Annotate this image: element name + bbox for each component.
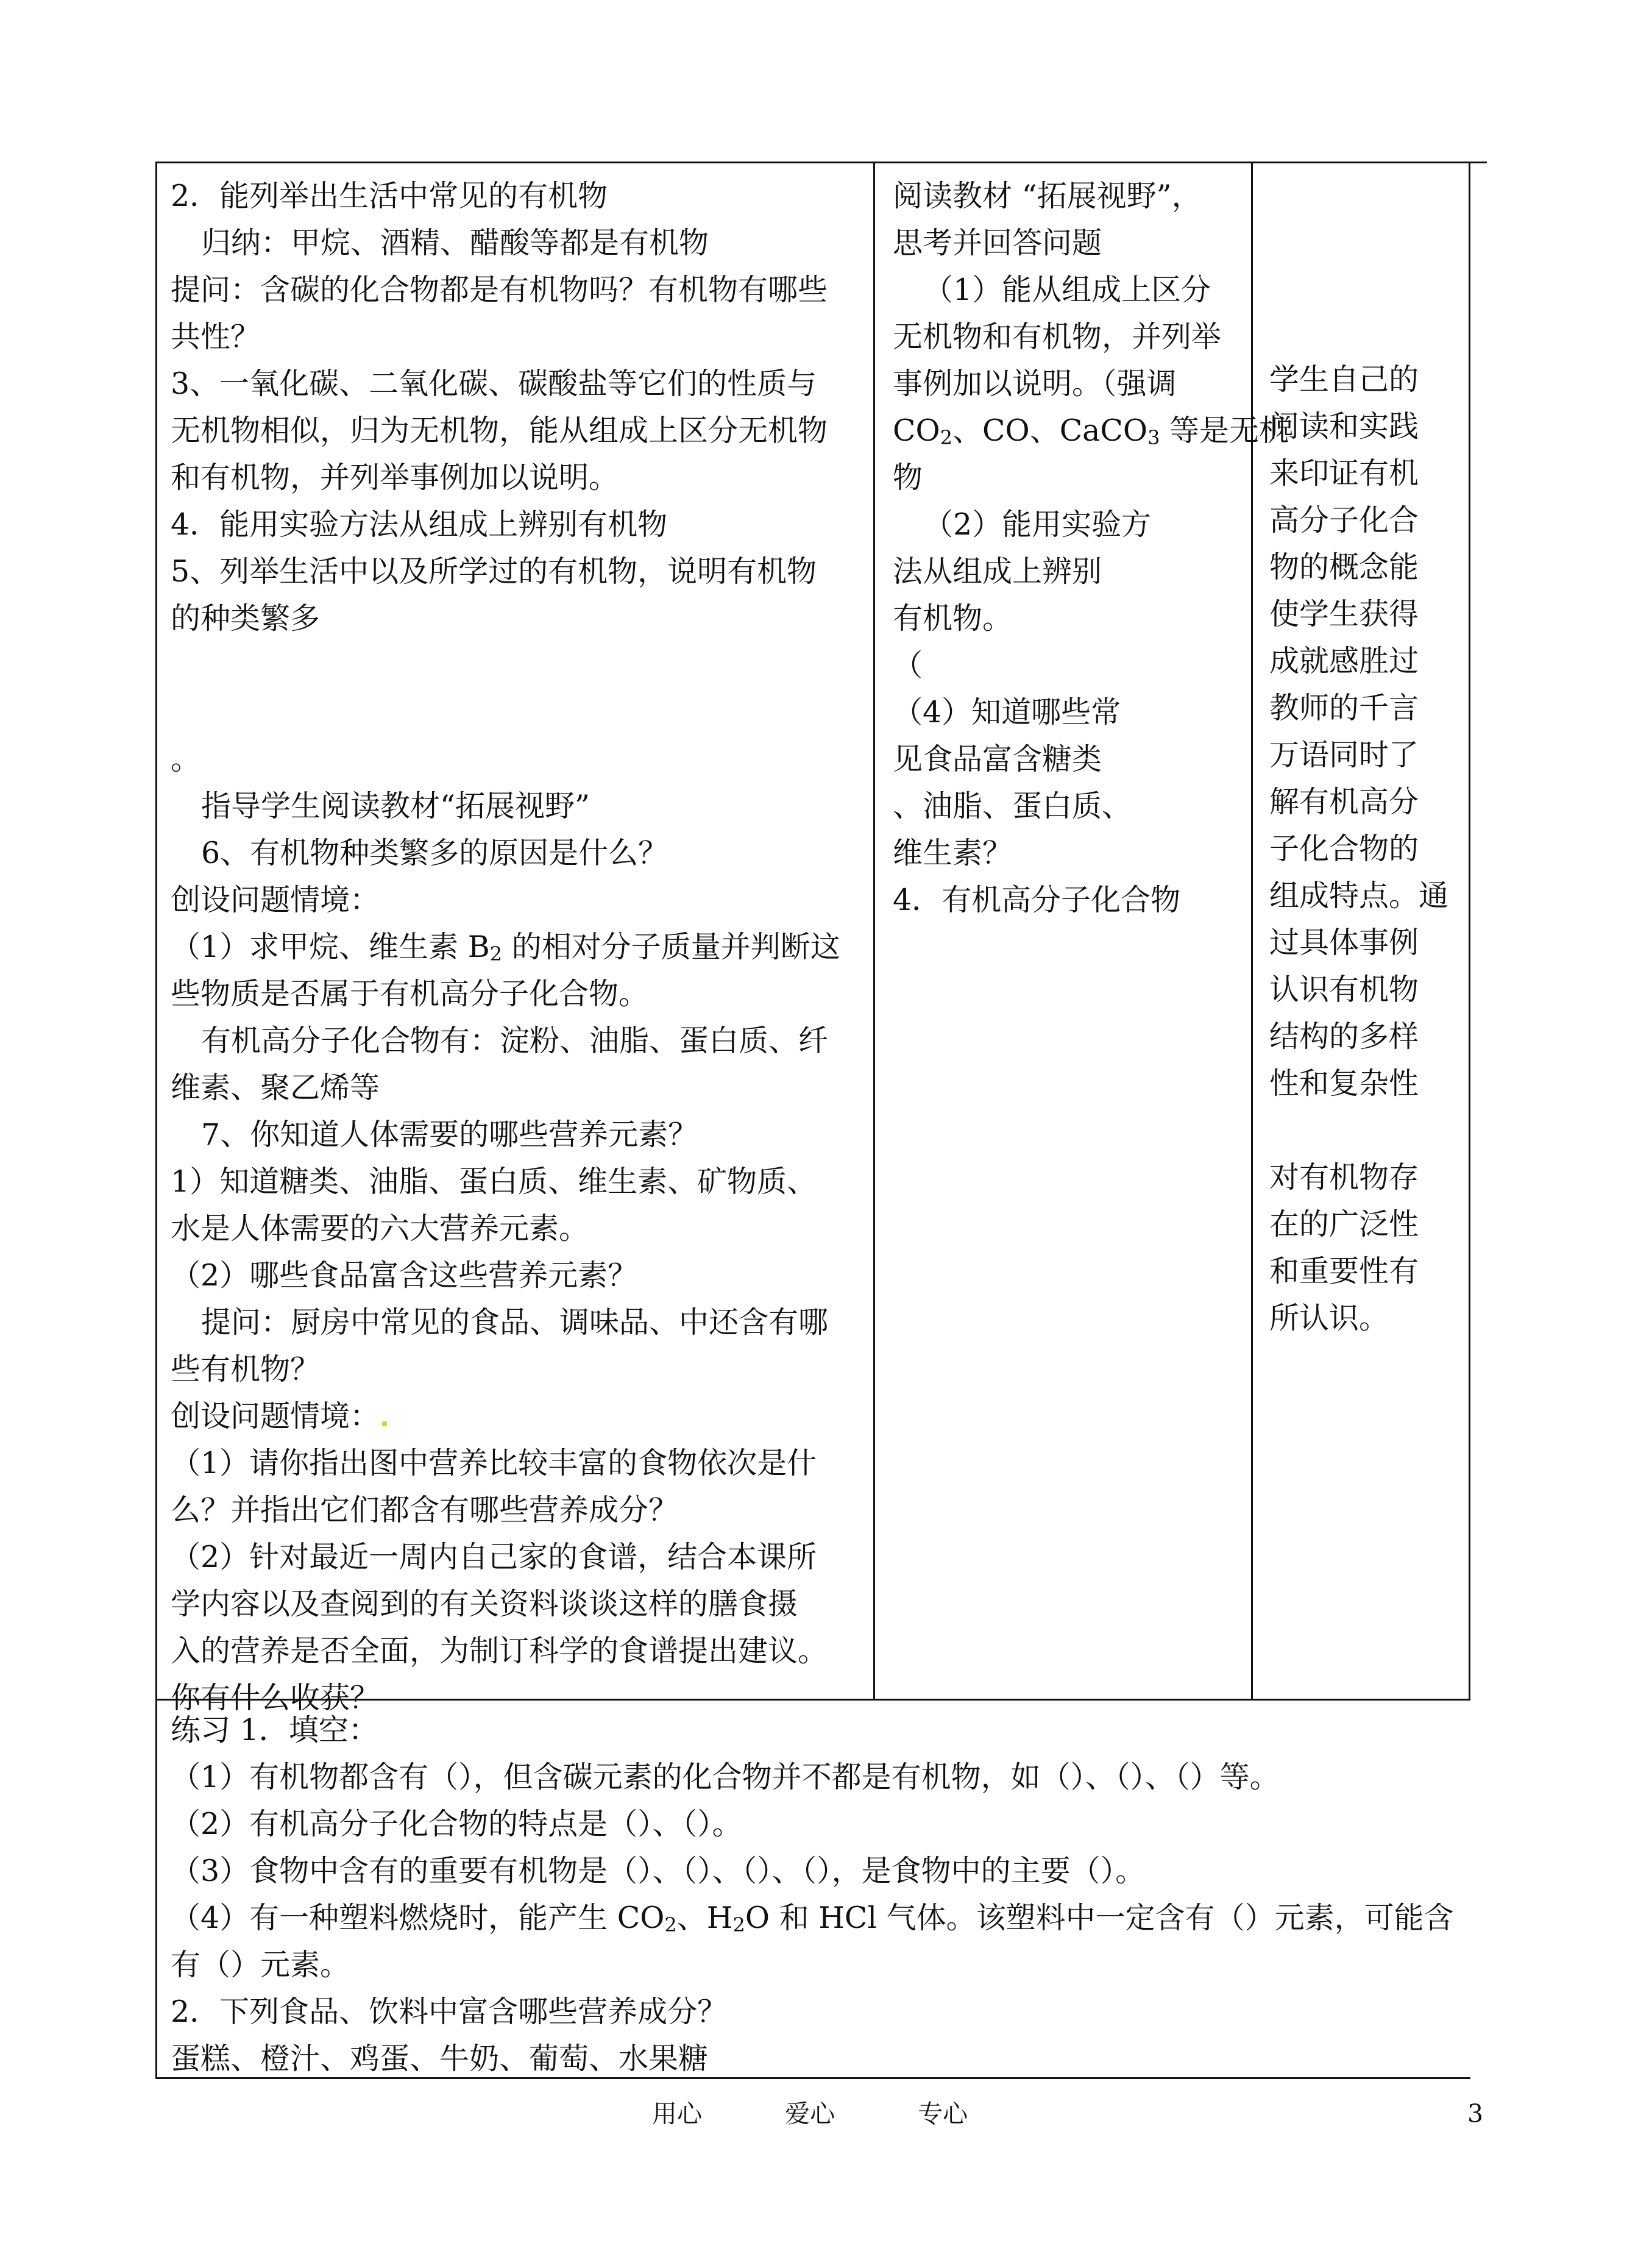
column-divider-1 [873, 162, 875, 1701]
text-line: （1）求甲烷、维生素 $B_2$ 的相对分子质量并判断这 [171, 930, 840, 965]
text-line: 教师的千言 [1269, 691, 1419, 725]
text-line: 有机高分子化合物有：淀粉、油脂、蛋白质、纤 [201, 1023, 829, 1058]
text-line: 创设问题情境： [171, 1393, 865, 1440]
text-line: 来印证有机 [1269, 456, 1419, 491]
text-line: 所认识。 [1269, 1301, 1389, 1335]
footer-word: 用心 [652, 2099, 702, 2128]
left-table-border [155, 162, 157, 2079]
text-line: 么？并指出它们都含有哪些营养成分？ [171, 1493, 679, 1527]
text-line: 共性？ [171, 319, 261, 354]
text-line: （2）哪些食品富含这些营养元素？ [171, 1258, 638, 1293]
text-line: 高分子化合 [1269, 503, 1419, 538]
text-line: 维生素？ [893, 836, 1013, 870]
text-line: 蛋糕、橙汁、鸡蛋、牛奶、葡萄、水果糖 [171, 2041, 709, 2076]
text-line: 4．能用实验方法从组成上辨别有机物 [171, 507, 668, 542]
text-line: 物的概念能 [1269, 550, 1419, 585]
text-line: 无机物相似，归为无机物，能从组成上区分无机物 [171, 413, 828, 448]
text-line: （1）能从组成上区分 [923, 272, 1211, 307]
text-line: 阅读和实践 [1269, 409, 1419, 444]
text-line: 结构的多样 [1269, 1019, 1419, 1054]
design-intent-column [1269, 356, 1464, 1342]
text-line: 些物质是否属于有机高分子化合物。 [171, 976, 649, 1011]
text-line: 4．有机高分子化合物 [893, 883, 1181, 917]
text-line: 组成特点。通 [1269, 878, 1449, 913]
text-line: 些有机物？ [171, 1352, 321, 1387]
text-line: 指导学生阅读教材“拓展视野” [201, 789, 590, 823]
text-line: 5、列举生活中以及所学过的有机物，说明有机物 [171, 554, 817, 589]
text-line: 性和复杂性 [1269, 1066, 1419, 1101]
column-divider-2 [1251, 162, 1253, 1701]
text-line: 维素、聚乙烯等 [171, 1070, 380, 1105]
text-line: 提问：厨房中常见的食品、调味品、中还含有哪 [201, 1305, 829, 1340]
text-line: 6、有机物种类繁多的原因是什么？ [201, 836, 668, 870]
text-line: 归纳：甲烷、酒精、醋酸等都是有机物 [201, 226, 709, 260]
text-line: 7、你知道人体需要的哪些营养元素？ [201, 1117, 698, 1152]
right-table-border [1469, 162, 1470, 1701]
text-line: 提问：含碳的化合物都是有机物吗？有机物有哪些 [171, 272, 828, 307]
text-line: 学内容以及查阅到的有关资料谈谈这样的膳食摄 [171, 1587, 798, 1621]
text-line: （3）食物中含有的重要有机物是（）、（）、（）、（），是食物中的主要（）。 [171, 1854, 1146, 1888]
text-line: 2．下列食品、饮料中富含哪些营养成分？ [171, 1994, 728, 2029]
text-line: 你有什么收获？ [171, 1680, 380, 1715]
text-line: 在的广泛性 [1269, 1207, 1419, 1242]
footer-word: 爱心 [785, 2099, 835, 2128]
text-line: 认识有机物 [1269, 972, 1419, 1007]
text-line: 成就感胜过 [1269, 644, 1419, 678]
text-line: （1）请你指出图中营养比较丰富的食物依次是什 [171, 1446, 817, 1481]
text-line: 。 [171, 742, 201, 777]
text-line: 事例加以说明。（强调 [893, 366, 1177, 401]
student-activity-column [893, 172, 1289, 923]
text-line: （2）有机高分子化合物的特点是（）、（）。 [171, 1807, 742, 1841]
text-line: 1）知道糖类、油脂、蛋白质、维生素、矿物质、 [171, 1164, 817, 1199]
text-line: 、油脂、蛋白质、 [893, 789, 1132, 823]
page-number: 3 [1467, 2099, 1484, 2128]
teacher-activity-column [171, 172, 865, 1721]
text-line: 子化合物的 [1269, 831, 1419, 866]
footer-word: 专心 [918, 2099, 968, 2128]
text-line: （ [893, 648, 923, 683]
text-line: 2．能列举出生活中常见的有机物 [171, 179, 608, 213]
text-line: （2）针对最近一周内自己家的食谱，结合本课所 [171, 1540, 817, 1574]
highlight-mark [382, 1421, 387, 1426]
text-line: 和重要性有 [1269, 1254, 1419, 1289]
text-line: 有机物。 [893, 601, 1013, 636]
text-line: （4）知道哪些常 [893, 695, 1121, 730]
text-line: 创设问题情境： [171, 883, 380, 917]
text-line: 有（）元素。 [171, 1947, 350, 1982]
text-line: 见食品富含糖类 [893, 742, 1102, 777]
text-line: （2）能用实验方 [923, 507, 1152, 542]
text-line: 和有机物，并列举事例加以说明。 [171, 460, 619, 495]
text-line: 过具体事例 [1269, 925, 1419, 960]
text-line: 的种类繁多 [171, 601, 321, 636]
text-line: 解有机高分 [1269, 784, 1419, 819]
text-line: （4）有一种塑料燃烧时，能产生 $CO_2$、$H_2O$ 和 HCl 气体。该塑料中一定含有（）元素，可能含 [171, 1900, 1454, 1936]
text-line: 物 [893, 460, 923, 495]
text-line: 使学生获得 [1269, 597, 1419, 631]
text-line: 对有机物存 [1269, 1160, 1419, 1195]
text-line: 万语同时了 [1269, 738, 1419, 772]
text-line: 阅读教材 “拓展视野”， [893, 179, 1202, 213]
text-line: 无机物和有机物，并列举 [893, 319, 1222, 354]
footer-motto [652, 2096, 968, 2132]
text-line: 法从组成上辨别 [893, 554, 1102, 589]
text-line: 学生自己的 [1269, 362, 1419, 397]
text-line: 入的营养是否全面，为制订科学的食谱提出建议。 [171, 1633, 828, 1668]
exercise-section [171, 1707, 1475, 2082]
text-line: $CO_2$、CO、CaCO$_3$ 等是无机 [893, 413, 1289, 449]
text-line: 水是人体需要的六大营养元素。 [171, 1211, 589, 1246]
text-line: 练习 1．填空： [171, 1713, 378, 1747]
text-line: （1）有机物都含有（），但含碳元素的化合物并不都是有机物，如（）、（）、（）等。 [171, 1760, 1280, 1794]
text-line: 3、一氧化碳、二氧化碳、碳酸盐等它们的性质与 [171, 366, 817, 401]
top-rule [155, 162, 1487, 163]
text-line: 思考并回答问题 [893, 226, 1102, 260]
